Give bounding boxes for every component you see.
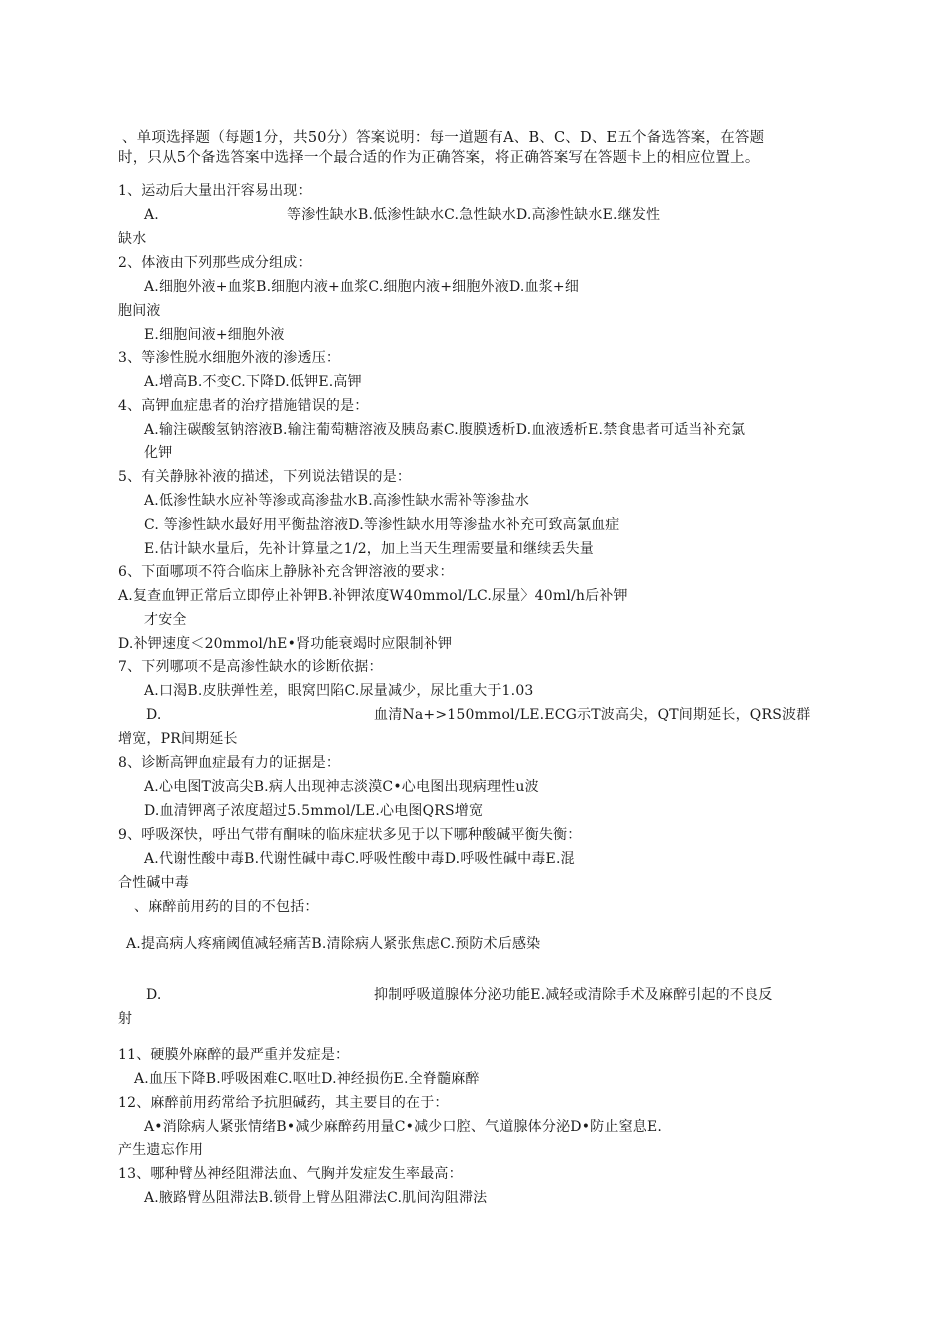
question-1-options-wrap: 缺水: [118, 231, 147, 247]
question-7-option-d-label: D.: [146, 707, 162, 723]
question-3-options: A.增高B.不变C.下降D.低钾E.高钾: [144, 374, 362, 390]
question-11-options: A.血压下降B.呼吸困难C.呕吐D.神经损伤E.全脊髓麻醉: [134, 1071, 480, 1087]
question-6-option-d: D.补钾速度＜20mmol/hE•肾功能衰竭时应限制补钾: [118, 636, 453, 652]
question-9-stem: 9、呼吸深快，呼出气带有酮味的临床症状多见于以下哪种酸碱平衡失衡：: [118, 827, 582, 843]
question-7-options: A.口渴B.皮肤弹性差，眼窝凹陷C.尿量减少，尿比重大于1.03: [144, 683, 534, 699]
question-10-option-d-label: D.: [146, 987, 162, 1003]
question-6-options: A.复查血钾正常后立即停止补钾B.补钾浓度W40mmol/LC.尿量〉40ml/h后补钾: [118, 588, 628, 604]
question-4-options-wrap: 化钾: [144, 445, 173, 461]
question-5-options-ab: A.低渗性缺水应补等渗或高渗盐水B.高渗性缺水需补等渗盐水: [144, 493, 530, 509]
question-5-options-cd: C. 等渗性缺水最好用平衡盐溶液D.等渗性缺水用等渗盐水补充可致高氯血症: [144, 517, 620, 533]
question-13-options: A.腋路臂丛阻滞法B.锁骨上臂丛阻滞法C.肌间沟阻滞法: [144, 1190, 488, 1206]
question-12-options: A•消除病人紧张情绪B•减少麻醉药用量C•减少口腔、气道腺体分泌D•防止窒息E.: [144, 1119, 663, 1135]
question-7-option-d: 血清Na+>150mmol/LE.ECG示T波高尖，QT间期延长，QRS波群: [374, 707, 811, 723]
intro-line-2: 时，只从5个备选答案中选择一个最合适的作为正确答案，将正确答案写在答题卡上的相应位置上。: [118, 150, 760, 166]
question-5-option-e: E.估计缺水量后，先补计算量之1/2，加上当天生理需要量和继续丢失量: [144, 541, 594, 557]
question-4-stem: 4、高钾血症患者的治疗措施错误的是：: [118, 398, 369, 414]
question-10-stem: 、麻醉前用药的目的不包括：: [134, 899, 319, 915]
question-8-options: A.心电图T波高尖B.病人出现神志淡漠C•心电图出现病理性u波: [144, 779, 539, 795]
question-4-options: A.输注碳酸氢钠溶液B.输注葡萄糖溶液及胰岛素C.腹膜透析D.血液透析E.禁食患者可适当补充氯: [144, 422, 746, 438]
question-5-stem: 5、有关静脉补液的描述，下列说法错误的是：: [118, 469, 412, 485]
question-9-options: A.代谢性酸中毒B.代谢性碱中毒C.呼吸性酸中毒D.呼吸性碱中毒E.混: [144, 851, 575, 867]
question-2-options-wrap: 胞间液: [118, 303, 161, 319]
question-1-stem: 1、运动后大量出汗容易出现：: [118, 183, 312, 199]
question-2-options: A.细胞外液+血浆B.细胞内液+血浆C.细胞内液+细胞外液D.血浆+细: [144, 279, 580, 295]
question-12-stem: 12、麻醉前用药常给予抗胆碱药，其主要目的在于：: [118, 1095, 449, 1111]
question-3-stem: 3、等渗性脱水细胞外液的渗透压：: [118, 350, 341, 366]
question-6-options-wrap: 才安全: [144, 612, 187, 628]
question-10-option-d: 抑制呼吸道腺体分泌功能E.减轻或清除手术及麻醉引起的不良反: [374, 987, 773, 1003]
question-13-stem: 13、哪种臂丛神经阻滞法血、气胸并发症发生率最高：: [118, 1166, 463, 1182]
question-6-stem: 6、下面哪项不符合临床上静脉补充含钾溶液的要求：: [118, 564, 454, 580]
question-1-options: 等渗性缺水B.低渗性缺水C.急性缺水D.高渗性缺水E.继发性: [287, 207, 661, 223]
question-10-options: A.提高病人疼痛阈值减轻痛苦B.清除病人紧张焦虑C.预防术后感染: [126, 936, 541, 952]
question-9-options-wrap: 合性碱中毒: [118, 875, 189, 891]
question-1-option-a-label: A.: [144, 207, 159, 223]
question-8-stem: 8、诊断高钾血症最有力的证据是：: [118, 755, 341, 771]
intro-line-1: 、单项选择题（每题1分，共50分）答案说明：每一道题有A、B、C、D、E五个备选答案，在答题: [122, 130, 765, 146]
question-12-options-wrap: 产生遗忘作用: [118, 1142, 204, 1158]
question-10-options-wrap: 射: [118, 1011, 133, 1027]
question-11-stem: 11、硬膜外麻醉的最严重并发症是：: [118, 1047, 350, 1063]
question-7-options-wrap: 增宽，PR间期延长: [118, 731, 238, 747]
question-2-stem: 2、体液由下列那些成分组成：: [118, 255, 312, 271]
question-2-option-e: E.细胞间液+细胞外液: [144, 327, 285, 343]
question-8-option-d: D.血清钾离子浓度超过5.5mmol/LE.心电图QRS增宽: [144, 803, 484, 819]
question-7-stem: 7、下列哪项不是高渗性缺水的诊断依据：: [118, 659, 383, 675]
